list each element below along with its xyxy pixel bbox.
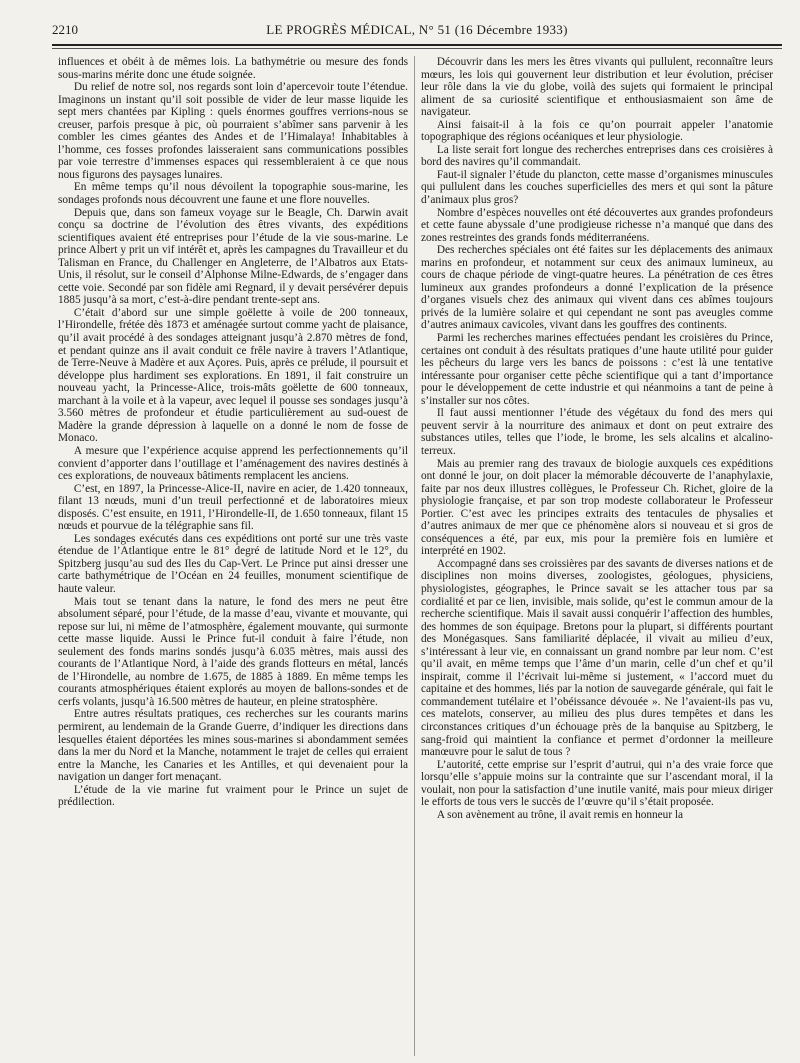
left-column: [58, 56, 408, 1056]
paragraph: Des recherches spéciales ont été faites sur les déplacements des animaux marins en profondeur, et notamment sur ceux des animaux lumineux, au cours de chaque période de vingt-quatre heures. La pénétration de ces êtres lumineux aux grandes profondeurs a donné l’explication de la présence d’organes visuels chez des animaux qui vivent dans ces abîmes toujours privés de la lumière solaire et qui cependant ne sont pas aveugles comme d’autres animaux cavicoles, vivant dans les gouffres des continents.: [421, 244, 773, 332]
paragraph: C’est, en 1897, la Princesse-Alice-II, navire en acier, de 1.420 tonneaux, filant 13 nœuds, muni d’un treuil perfectionné et de laboratoires mieux disposés. C’est ensuite, en 1911, l’Hirondelle-II, de 1.650 tonneaux, filant 15 nœuds et pourvue de la télégraphie sans fil.: [58, 482, 408, 533]
paragraph: C’était d’abord sur une simple goëlette à voile de 200 tonneaux, l’Hirondelle, frétée dès 1873 et aménagée surtout comme yacht de plaisance, qu’il avait procédé à des sondages atteignant jusqu’à 2.870 mètres de fond, et pendant quinze ans il avait conduit ce frêle navire à travers l’Atlantique, de Terre-Neuve à Madère et aux Açores. Puis, après ce prélude, il poursuit et développe plus hardiment ses explorations. En 1891, il fait construire un nouveau yacht, la Princesse-Alice, trois-mâts goëlette de 600 tonneaux, marchant à la voile et à la vapeur, avec lequel il pousse ses sondages jusqu’à 3.560 mètres de profondeur et étudie particulièrement au sud-ouest de Madère la grande dépression à laquelle on a donné le nom de fosse de Monaco.: [58, 306, 408, 445]
paragraph: Les sondages exécutés dans ces expéditions ont porté sur une très vaste étendue de l’Atlantique entre le 81° degré de latitude Nord et le 12°, du Spitzberg jusqu’au sud des Iles du Cap-Vert. Le Prince put ainsi dresser une carte bathymétrique de l’Océan en 24 feuilles, monument scientifique de haute valeur.: [58, 532, 408, 595]
paragraph: Ainsi faisait-il à la fois ce qu’on pourrait appeler l’anatomie topographique des régions océaniques et leur physiologie.: [421, 118, 773, 144]
paragraph: influences et obéit à de mêmes lois. La bathymétrie ou mesure des fonds sous-marins mérite donc une étude soignée.: [58, 56, 408, 81]
paragraph: L’étude de la vie marine fut vraiment pour le Prince un sujet de prédilection.: [58, 783, 408, 809]
paragraph: L’autorité, cette emprise sur l’esprit d’autrui, qui n’a des vraie force que lorsqu’elle s’appuie moins sur la contrainte que sur l’ascendant moral, il la voulait, non pour la satisfaction d’une inutile vanité, mais pour mieux diriger le efforts de tous vers le succès de l’œuvre qu’il s’était proposée.: [421, 758, 773, 809]
paragraph: A son avènement au trône, il avait remis en honneur la: [436, 808, 684, 821]
paragraph: Mais au premier rang des travaux de biologie auxquels ces expéditions ont donné le jour, on doit placer la mémorable découverte de l’anaphylaxie, faite par nos deux illustres collègues, le Professeur Ch. Richet, gloire de la physiologie française, et par son trop modeste collaborateur le Professeur Portier. C’est avec les principes extraits des tentacules de physalies et d’autres animaux de mer que ce phénomène alors si nouveau et si gros de conséquences a été, par eux, mis pour la première fois en lumière et interprété en 1902.: [421, 457, 773, 558]
header-rule-thin: [52, 48, 782, 49]
paragraph: Parmi les recherches marines effectuées pendant les croisières du Prince, certaines ont conduit à des résultats pratiques d’une haute utilité pour guider les pêcheurs du large vers les bancs de poissons : c’est là une tentative intéressante pour organiser cette pêche scientifique qui a tant d’importance pour le développement de cette industrie et qui néanmoins a tant de peine à s’installer sur nos côtes.: [421, 332, 773, 407]
paragraph: En même temps qu’il nous dévoilent la topographie sous-marine, les sondages profonds nous découvrent une faune et une flore nouvelles.: [58, 181, 408, 207]
paragraph: Mais tout se tenant dans la nature, le fond des mers ne peut être absolument séparé, pour l’étude, de la masse d’eau, vivante et mouvante, qui repose sur lui, ni même de l’atmosphère, également mouvante, qui surmonte cette masse liquide. Aussi le Prince fut-il conduit à faire l’étude, non seulement des fonds marins sondés jusqu’à 6.035 mètres, mais aussi des courants de l’Atlantique Nord, à l’aide des grands flotteurs en métal, lancés de l’Hirondelle, au nombre de 1.675, de 1885 à 1889. En même temps les courants atmosphériques étaient explorés au moyen de ballons-sondes et de cerfs volants, jusqu’à 16.500 mètres de hauteur, en pleine stratosphère.: [58, 595, 408, 708]
paragraph: A mesure que l’expérience acquise apprend les perfectionnements qu’il convient d’apporter dans l’outillage et l’aménagement des navires destinés à ces explorations, de nouveaux bâtiments remplacent les anciens.: [58, 444, 408, 483]
paragraph: Entre autres résultats pratiques, ces recherches sur les courants marins permirent, au lendemain de la Grande Guerre, d’indiquer les directions dans lesquelles étaient déportées les mines sous-marines si abondamment semées dans la mer du Nord et la Manche, notamment le trajet de celles qui erraient entre la Manche, les Canaries et les Antilles, et qui devenaient pour la navigation un danger fort menaçant.: [58, 708, 408, 784]
journal-title: LE PROGRÈS MÉDICAL, N° 51 (16 Décembre 1933): [266, 22, 568, 37]
paragraph: Faut-il signaler l’étude du plancton, cette masse d’organismes minuscules qui pullulent dans les couches superficielles des mers et qui sont la pâture d’animaux plus gros?: [421, 168, 773, 207]
page-number: 2210: [52, 22, 78, 37]
paragraph: Depuis que, dans son fameux voyage sur le Beagle, Ch. Darwin avait conçu sa doctrine de l’évolution des êtres vivants, des expéditions scientifiques avaient été entreprises pour l’étude de la vie sous-marine. Le prince Albert y prit un vif intérêt et, après les campagnes du Travailleur et du Talisman en France, du Challenger en Angleterre, de l’Albatros aux Etats-Unis, il résolut, sur le conseil d’Alphonse Milne-Edwards, de s’engager dans cette voie. Secondé par son fidèle ami Regnard, il y devait persévérer depuis 1885 jusqu’à sa mort, c’est-à-dire pendant trente-sept ans.: [58, 206, 408, 307]
header-rule: [52, 44, 782, 46]
paragraph: La liste serait fort longue des recherches entreprises dans ces croisières à bord des navires qu’il commandait.: [421, 143, 773, 169]
paragraph: Accompagné dans ses croissières par des savants de diverses nations et de disciplines non moins diverses, zoologistes, géologues, physiciens, physiologistes, géographes, le Prince savait se les attacher tous par sa cordialité et par ce lien, invisible, mais solide, qu’est le commun amour de la recherche scientifique. Mais il savait aussi conquérir l’affection des humbles, des hommes de son équipage. Bretons pour la plupart, si différents pourtant des Monégasques. Sans familiarité déplacée, il vivait au milieu d’eux, s’intéressant à leur vie, en connaissant un grand nombre par leur nom. C’est qu’il avait, en même temps que l’âme d’un marin, celle d’un chef et qu’il inspirait, comme il l’écrivait lui-même si justement, « l’accord muet du capitaine et des hommes, liés par la notion de sauvegarde générale, qui fait le commandement tutélaire et l’obéissance dévouée ». Ne l’avaient-ils pas vu, ces matelots, conserver, au milieu des plus dures tempêtes et dans les circonstances critiques d’un échouage près de la banquise au Spitzberg, le sang-froid qui maintient la confiance et permet d’ordonner la meilleure manœuvre pour le salut de tous ?: [421, 557, 773, 759]
paragraph: Il faut aussi mentionner l’étude des végétaux du fond des mers qui peuvent servir à la nourriture des animaux et dont on peut extraire des substances utiles, telles que l’iode, le brome, les sels alcalins et alcalino-terreux.: [421, 407, 773, 457]
paragraph: Nombre d’espèces nouvelles ont été découvertes aux grandes profondeurs et cette faune abyssale d’une prodigieuse richesse n’a manqué que dans des zones restreintes des grands fonds méditerranéens.: [421, 206, 773, 244]
right-column: [421, 56, 773, 1056]
page-header: [52, 14, 782, 44]
paragraph: Découvrir dans les mers les êtres vivants qui pullulent, reconnaître leurs mœurs, les lois qui gouvernent leur distribution et leur évolution, préciser leur rôle dans la vie du globe, voilà des sujets qui formaient le principal aliment de sa curiosité scientifique et enthousiasmaient son âme de navigateur.: [421, 56, 773, 119]
column-divider: [414, 56, 415, 1056]
paragraph: Du relief de notre sol, nos regards sont loin d’apercevoir toute l’étendue. Imaginons un instant qu’il soit possible de vider de leur masse liquide les sept mers chantées par Kipling : quels énormes gouffres verrions-nous se creuser, parfois presque à pic, où pourraient s’abîmer sans parvenir à les combler les cimes géantes des Andes et de l’Himalaya! Inhabitables à l’homme, ces fosses profondes laisseraient sans communications possibles par voie terrestre d’immenses espaces qui ressembleraient à ce que nous nous figurons des paysages lunaires.: [58, 81, 408, 181]
